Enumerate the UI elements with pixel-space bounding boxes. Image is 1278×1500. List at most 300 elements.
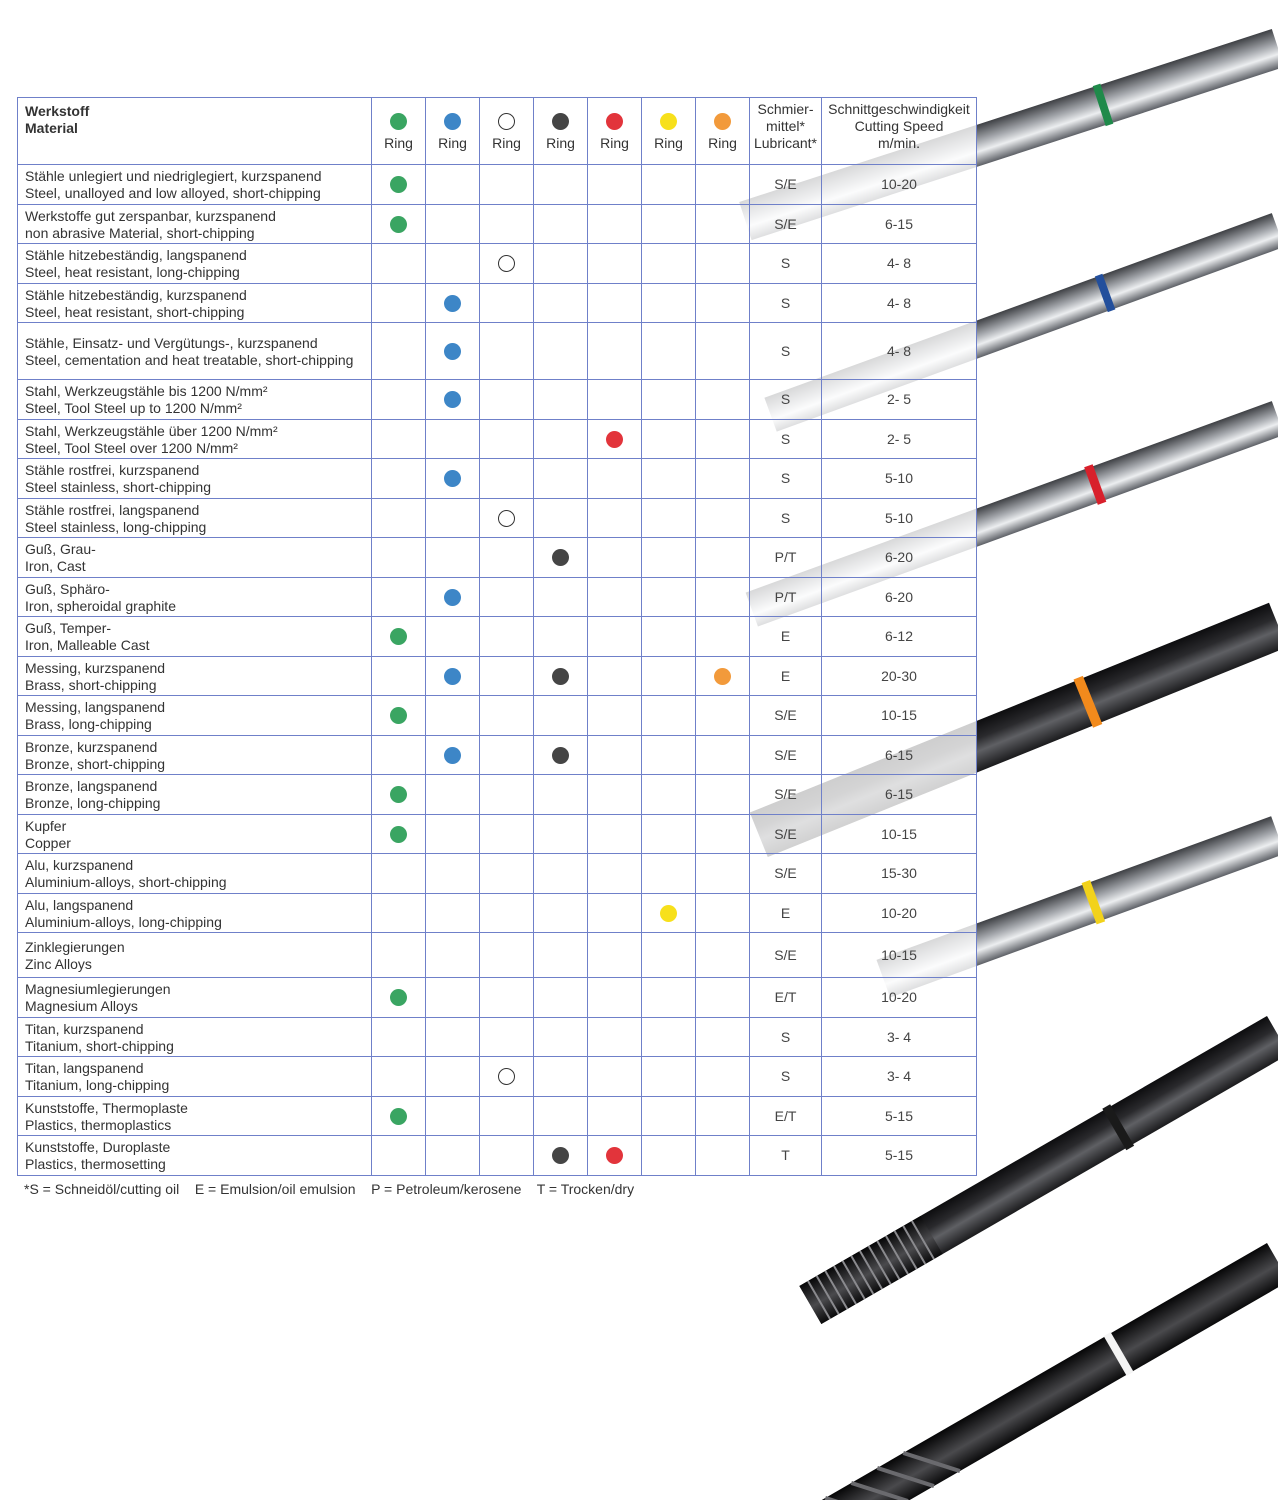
material-header (18, 98, 372, 165)
ring-cell (534, 696, 588, 736)
speed-cell: 6-15 (822, 736, 977, 775)
material-en: Steel, heat resistant, short-chipping (25, 303, 245, 320)
ring-cell (588, 459, 642, 499)
ring-cell (426, 933, 480, 978)
ring-cell (480, 978, 534, 1018)
speed-cell: 10-15 (822, 815, 977, 854)
speed-header-line: m/min. (878, 135, 920, 151)
material-cell (18, 244, 372, 284)
material-de: Titan, kurzspanend (25, 1020, 144, 1037)
ring-cell (372, 775, 426, 815)
material-header-en: Material (25, 120, 78, 136)
speed-cell: 5-10 (822, 499, 977, 538)
ring-header (372, 98, 426, 165)
green-ring-dot-icon (390, 826, 407, 843)
material-de: Kupfer (25, 817, 67, 834)
ring-cell (480, 284, 534, 323)
table-row (18, 284, 977, 323)
speed-header-line: Cutting Speed (854, 118, 944, 134)
material-de: Alu, langspanend (25, 896, 134, 913)
ring-cell (642, 1057, 696, 1097)
ring-cell (426, 775, 480, 815)
ring-cell (642, 854, 696, 894)
ring-cell (696, 933, 750, 978)
material-de: Stähle hitzebeständig, kurzspanend (25, 286, 247, 303)
lubricant-cell: T (750, 1136, 822, 1176)
ring-cell (426, 1097, 480, 1136)
ring-cell (480, 499, 534, 538)
ring-cell (534, 499, 588, 538)
ring-cell (426, 284, 480, 323)
white-ring-dot-icon (498, 255, 515, 272)
ring-cell (696, 165, 750, 205)
ring-cell (588, 854, 642, 894)
lubricant-cell: S/E (750, 696, 822, 736)
ring-cell (426, 165, 480, 205)
speed-cell: 5-15 (822, 1097, 977, 1136)
material-cell (18, 815, 372, 854)
ring-cell (534, 736, 588, 775)
ring-label: Ring (546, 135, 575, 151)
blue-ring-dot-icon (444, 747, 461, 764)
material-de: Stähle unlegiert und niedriglegiert, kurzspanend (25, 168, 322, 184)
lubricant-cell: S/E (750, 815, 822, 854)
ring-cell (534, 323, 588, 380)
ring-cell (642, 284, 696, 323)
speed-cell: 3- 4 (822, 1057, 977, 1097)
ring-cell (588, 1136, 642, 1176)
ring-cell (696, 380, 750, 420)
yellow-ring-dot-icon (660, 905, 677, 922)
ring-cell (426, 420, 480, 459)
material-cell (18, 978, 372, 1018)
ring-cell (696, 420, 750, 459)
material-en: Plastics, thermoplastics (25, 1116, 172, 1133)
material-en: Copper (25, 834, 71, 851)
ring-cell (696, 1018, 750, 1057)
ring-label: Ring (708, 135, 737, 151)
ring-cell (588, 538, 642, 578)
ring-cell (588, 284, 642, 323)
material-cell (18, 775, 372, 815)
ring-cell (372, 894, 426, 933)
ring-cell (588, 420, 642, 459)
ring-cell (642, 657, 696, 696)
ring-cell (588, 323, 642, 380)
table-row (18, 420, 977, 459)
ring-cell (534, 894, 588, 933)
ring-cell (480, 696, 534, 736)
table-row (18, 696, 977, 736)
lubricant-cell: S (750, 420, 822, 459)
blue-ring-dot-icon (444, 470, 461, 487)
ring-header (426, 98, 480, 165)
speed-cell: 10-15 (822, 933, 977, 978)
speed-cell: 10-20 (822, 894, 977, 933)
ring-cell (696, 244, 750, 284)
ring-cell (372, 578, 426, 617)
material-cell (18, 1097, 372, 1136)
table-row (18, 1097, 977, 1136)
ring-cell (480, 617, 534, 657)
ring-label: Ring (384, 135, 413, 151)
material-de: Kunststoffe, Thermoplaste (25, 1099, 188, 1116)
lubricant-cell: S/E (750, 933, 822, 978)
ring-cell (372, 736, 426, 775)
ring-cell (372, 284, 426, 323)
ring-cell (426, 854, 480, 894)
lubricant-cell: E/T (750, 1097, 822, 1136)
ring-cell (642, 538, 696, 578)
ring-cell (480, 894, 534, 933)
table-row (18, 617, 977, 657)
table-row (18, 978, 977, 1018)
blue-ring-dot-icon (444, 113, 461, 130)
material-de: Stahl, Werkzeugstähle über 1200 N/mm² (25, 422, 278, 439)
table-row (18, 538, 977, 578)
material-cell (18, 459, 372, 499)
ring-cell (480, 1097, 534, 1136)
material-en: Brass, long-chipping (25, 716, 152, 732)
material-cell (18, 578, 372, 617)
ring-cell (588, 978, 642, 1018)
lubricant-cell: S/E (750, 205, 822, 244)
ring-cell (372, 1018, 426, 1057)
material-en: Bronze, long-chipping (25, 795, 161, 811)
ring-cell (534, 854, 588, 894)
ring-cell (696, 538, 750, 578)
ring-cell (642, 775, 696, 815)
footnote: *S = Schneidöl/cutting oil E = Emulsion/oil emulsion P = Petroleum/kerosene T = Trocken/dry (24, 1181, 635, 1197)
ring-cell (588, 380, 642, 420)
green-ring-dot-icon (390, 216, 407, 233)
lubricant-cell: S (750, 459, 822, 499)
ring-cell (588, 1097, 642, 1136)
ring-cell (588, 657, 642, 696)
ring-label: Ring (654, 135, 683, 151)
material-cell (18, 165, 372, 205)
material-cell (18, 499, 372, 538)
ring-cell (534, 815, 588, 854)
ring-header (480, 98, 534, 165)
material-en: Titanium, short-chipping (25, 1037, 174, 1054)
material-de: Werkstoffe gut zerspanbar, kurzspanend (25, 207, 276, 224)
ring-cell (534, 657, 588, 696)
black-ring-dot-icon (552, 549, 569, 566)
ring-cell (372, 380, 426, 420)
material-de: Guß, Grau- (25, 541, 96, 557)
ring-cell (588, 696, 642, 736)
ring-cell (588, 736, 642, 775)
blue-ring-dot-icon (444, 295, 461, 312)
speed-cell: 6-20 (822, 578, 977, 617)
ring-cell (642, 978, 696, 1018)
ring-cell (534, 578, 588, 617)
ring-cell (426, 499, 480, 538)
table-row (18, 775, 977, 815)
ring-header (642, 98, 696, 165)
lubricant-cell: S (750, 284, 822, 323)
material-cell (18, 323, 372, 380)
ring-label: Ring (438, 135, 467, 151)
ring-cell (480, 323, 534, 380)
ring-cell (696, 815, 750, 854)
table-row (18, 578, 977, 617)
table-row (18, 657, 977, 696)
ring-cell (588, 244, 642, 284)
lubricant-cell: S (750, 499, 822, 538)
lubricant-cell: E/T (750, 978, 822, 1018)
lubricant-cell: S (750, 244, 822, 284)
ring-cell (642, 1097, 696, 1136)
ring-cell (480, 775, 534, 815)
ring-cell (642, 323, 696, 380)
ring-cell (426, 696, 480, 736)
white-ring-dot-icon (498, 1068, 515, 1085)
speed-cell: 6-20 (822, 538, 977, 578)
ring-cell (696, 578, 750, 617)
ring-header (696, 98, 750, 165)
material-de: Stähle, Einsatz- und Vergütungs-, kurzspanend (25, 334, 318, 351)
ring-cell (372, 1057, 426, 1097)
ring-cell (588, 617, 642, 657)
material-en: Aluminium-alloys, short-chipping (25, 874, 227, 890)
green-ring-dot-icon (390, 707, 407, 724)
material-en: Steel, Tool Steel over 1200 N/mm² (25, 439, 238, 456)
material-de: Bronze, kurzspanend (25, 738, 158, 755)
lubricant-cell: S/E (750, 165, 822, 205)
material-de: Alu, kurzspanend (25, 857, 134, 873)
ring-cell (426, 617, 480, 657)
material-cell (18, 1018, 372, 1057)
lubricant-cell: S (750, 323, 822, 380)
table-row (18, 894, 977, 933)
material-cell (18, 420, 372, 459)
lubricant-cell: S/E (750, 775, 822, 815)
table-row (18, 815, 977, 854)
table-row (18, 1136, 977, 1176)
table-row (18, 205, 977, 244)
ring-cell (642, 244, 696, 284)
ring-cell (372, 323, 426, 380)
ring-cell (588, 165, 642, 205)
lubricant-cell: P/T (750, 538, 822, 578)
material-de: Messing, langspanend (25, 699, 166, 715)
ring-cell (480, 244, 534, 284)
material-cell (18, 854, 372, 894)
ring-cell (588, 775, 642, 815)
ring-cell (426, 815, 480, 854)
ring-cell (480, 205, 534, 244)
material-cell (18, 657, 372, 696)
black-ring-dot-icon (552, 668, 569, 685)
speed-cell: 6-12 (822, 617, 977, 657)
material-en: Steel stainless, long-chipping (25, 518, 207, 535)
ring-cell (696, 894, 750, 933)
material-en: Bronze, short-chipping (25, 755, 166, 772)
material-cell (18, 736, 372, 775)
material-en: Titanium, long-chipping (25, 1077, 170, 1093)
ring-cell (426, 978, 480, 1018)
ring-cell (696, 459, 750, 499)
material-cell (18, 894, 372, 933)
ring-cell (642, 578, 696, 617)
blue-ring-dot-icon (444, 668, 461, 685)
table-row (18, 736, 977, 775)
ring-cell (642, 933, 696, 978)
material-en: Plastics, thermosetting (25, 1156, 166, 1172)
speed-cell: 10-20 (822, 978, 977, 1018)
ring-cell (696, 617, 750, 657)
ring-cell (426, 578, 480, 617)
material-cell (18, 380, 372, 420)
lubricant-cell: E (750, 657, 822, 696)
ring-cell (534, 165, 588, 205)
table-row (18, 499, 977, 538)
material-de: Magnesiumlegierungen (25, 981, 171, 997)
ring-cell (372, 854, 426, 894)
material-table (17, 97, 977, 1176)
ring-cell (480, 1136, 534, 1176)
white-ring-dot-icon (498, 510, 515, 527)
speed-header (822, 98, 977, 165)
ring-cell (642, 459, 696, 499)
ring-cell (642, 617, 696, 657)
blue-ring-dot-icon (444, 589, 461, 606)
ring-cell (426, 538, 480, 578)
ring-cell (696, 657, 750, 696)
ring-cell (696, 736, 750, 775)
red-ring-dot-icon (606, 1147, 623, 1164)
lubricant-cell: S (750, 380, 822, 420)
lubricant-cell: E (750, 894, 822, 933)
ring-cell (534, 933, 588, 978)
ring-cell (696, 854, 750, 894)
ring-cell (642, 894, 696, 933)
ring-cell (426, 323, 480, 380)
ring-cell (642, 736, 696, 775)
material-en: Magnesium Alloys (25, 998, 138, 1014)
material-en: Steel, cementation and heat treatable, short-chipping (25, 351, 354, 368)
ring-cell (426, 1057, 480, 1097)
material-de: Zinklegierungen (25, 938, 125, 955)
material-en: Steel stainless, short-chipping (25, 479, 211, 495)
ring-cell (426, 657, 480, 696)
ring-cell (480, 657, 534, 696)
table-row (18, 165, 977, 205)
ring-cell (372, 165, 426, 205)
ring-cell (480, 736, 534, 775)
ring-cell (534, 380, 588, 420)
ring-cell (372, 420, 426, 459)
yellow-ring-dot-icon (660, 113, 677, 130)
speed-cell: 3- 4 (822, 1018, 977, 1057)
header-row (18, 98, 977, 165)
red-ring-dot-icon (606, 113, 623, 130)
ring-cell (426, 736, 480, 775)
material-header-de: Werkstoff (25, 103, 90, 119)
speed-cell: 4- 8 (822, 284, 977, 323)
material-en: Iron, spheroidal graphite (25, 597, 176, 614)
ring-cell (372, 459, 426, 499)
ring-cell (534, 205, 588, 244)
speed-header-line: Schnittgeschwindigkeit (828, 101, 970, 117)
speed-cell: 15-30 (822, 854, 977, 894)
ring-cell (426, 1018, 480, 1057)
speed-cell: 5-15 (822, 1136, 977, 1176)
ring-cell (372, 538, 426, 578)
ring-cell (480, 420, 534, 459)
ring-cell (588, 815, 642, 854)
ring-cell (534, 284, 588, 323)
material-en: Steel, unalloyed and low alloyed, short-chipping (25, 185, 321, 201)
ring-cell (372, 815, 426, 854)
lubricant-cell: S/E (750, 854, 822, 894)
orange-ring-dot-icon (714, 668, 731, 685)
ring-cell (588, 499, 642, 538)
table-row (18, 244, 977, 284)
material-de: Titan, langspanend (25, 1060, 144, 1076)
ring-cell (588, 1057, 642, 1097)
table-row (18, 1057, 977, 1097)
lubricant-cell: S/E (750, 736, 822, 775)
material-de: Kunststoffe, Duroplaste (25, 1139, 171, 1155)
ring-cell (534, 978, 588, 1018)
material-cell (18, 205, 372, 244)
ring-cell (642, 815, 696, 854)
ring-cell (480, 933, 534, 978)
ring-cell (696, 205, 750, 244)
ring-cell (588, 933, 642, 978)
ring-cell (480, 538, 534, 578)
material-de: Stähle rostfrei, kurzspanend (25, 462, 200, 478)
material-de: Guß, Sphäro- (25, 580, 110, 597)
blue-ring-dot-icon (444, 343, 461, 360)
ring-cell (480, 815, 534, 854)
ring-cell (696, 1136, 750, 1176)
material-en: Iron, Malleable Cast (25, 637, 150, 653)
ring-cell (588, 578, 642, 617)
ring-cell (372, 205, 426, 244)
material-en: non abrasive Material, short-chipping (25, 224, 255, 241)
lubricant-header (750, 98, 822, 165)
lubricant-header-line: mittel* (766, 118, 805, 134)
ring-cell (534, 1097, 588, 1136)
lubricant-cell: E (750, 617, 822, 657)
speed-cell: 2- 5 (822, 420, 977, 459)
ring-label: Ring (492, 135, 521, 151)
ring-cell (696, 775, 750, 815)
ring-cell (426, 244, 480, 284)
material-en: Steel, heat resistant, long-chipping (25, 264, 240, 280)
speed-cell: 20-30 (822, 657, 977, 696)
ring-cell (696, 284, 750, 323)
ring-cell (588, 205, 642, 244)
green-ring-dot-icon (390, 1108, 407, 1125)
lubricant-cell: S (750, 1057, 822, 1097)
ring-header (588, 98, 642, 165)
ring-cell (642, 420, 696, 459)
ring-cell (372, 499, 426, 538)
speed-cell: 5-10 (822, 459, 977, 499)
ring-cell (426, 894, 480, 933)
table-row (18, 459, 977, 499)
green-ring-dot-icon (390, 176, 407, 193)
material-de: Stähle rostfrei, langspanend (25, 501, 200, 518)
ring-cell (372, 696, 426, 736)
ring-cell (372, 617, 426, 657)
material-cell (18, 696, 372, 736)
